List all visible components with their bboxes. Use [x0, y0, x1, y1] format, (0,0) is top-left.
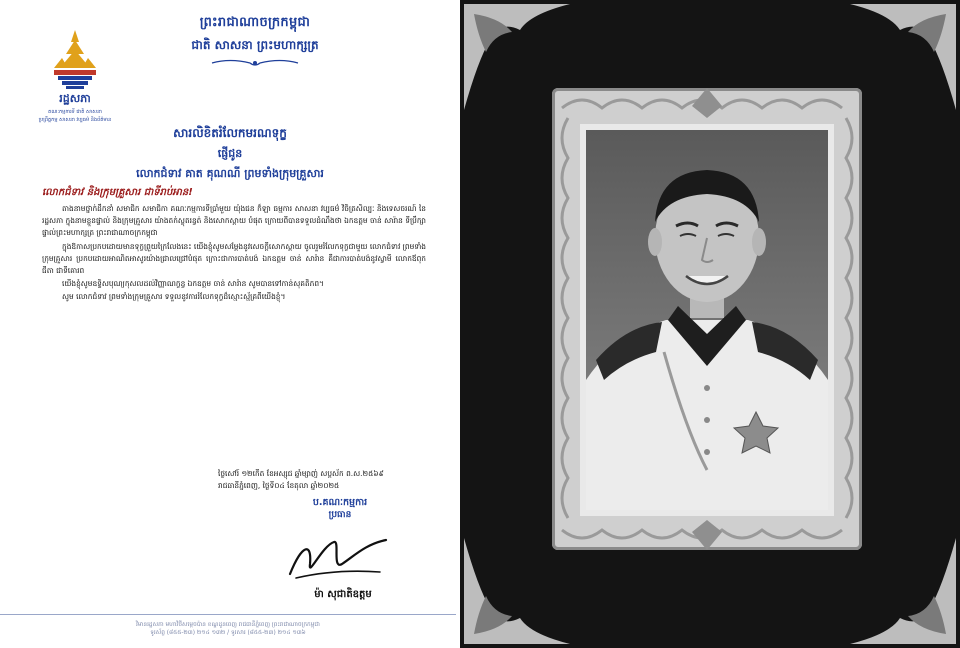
- footer-contact: ទូរស័ព្ទ (៨៥៥-២៣) ២១៤ ១៣២ / ទូរសារ (៨៥៥-២៣) ២១៤ ១៣៦: [150, 630, 306, 636]
- signatory-organization: ប.គណៈកម្មការ: [312, 497, 368, 508]
- letter-title-line: សារលិខិតរំលែកមរណទុក្ខ: [173, 126, 287, 140]
- footer-address: វិមានរដ្ឋសភា មហាវិថីសម្តេចប៉ាន ខណ្ឌដូនពេញ រាជធានីភ្នំពេញ ព្រះរាជាណាចក្រកម្ពុជា: [136, 622, 320, 628]
- kingdom-name: ព្រះរាជាណាចក្រកម្ពុជា: [199, 15, 311, 30]
- letter-title: [40, 125, 420, 183]
- letter-recipient: លោកជំទាវ គាត គុណណី ព្រមទាំងក្រុមគ្រួសារ: [136, 167, 324, 180]
- assembly-emblem-icon: [46, 28, 104, 90]
- salutation: លោកជំទាវ និងក្រុមគ្រួសារ ជាទីរាប់អាន!: [42, 187, 193, 198]
- place-date: រាជធានីភ្នំពេញ, ថ្ងៃទី០៤ ខែតុលា ឆ្នាំ២០២៥: [218, 481, 340, 490]
- paragraph: ក្នុងឱកាសប្រកបដោយមានទុក្ខព្រួយក្រៃលែងនេះ យើងខ្ញុំសូមសម្តែងនូវសេចក្តីសោកស្តាយ ចូលរួមរំលែកទុក្ខជាមួយ លោកជំទាវ ព្រមទាំងក្រុមគ្រួសារ ប្រកបដោយអាណិតអាសូរយ៉ាងជ្រាលជ្រៅបំផុត ក្រោះជាការបាត់បង់ ឯកឧត្តម ចាន់ សារ៉ាន គឺជាការបាត់បង់នូវស្វាមី លោកឪពុក ជីតា ជាទីគោរព: [42, 241, 426, 276]
- paragraph: សូម លោកជំទាវ ព្រមទាំងក្រុមគ្រួសារ ទទួលនូវការរំលែកទុក្ខដ៏ស្មោះស្ម័គ្រពីយើងខ្ញុំ។: [62, 292, 286, 302]
- signatory-name: ម៉ា សុជាតិឧត្តម: [314, 589, 372, 600]
- memorial-portrait-panel: [460, 0, 960, 648]
- signatory-title: ប្រធាន: [328, 510, 352, 520]
- date-block: [218, 468, 428, 492]
- header-ornament-icon: [210, 58, 300, 68]
- logo-name: រដ្ឋសភា: [59, 92, 91, 105]
- logo-subtitle-2: ប្រព្រឹត្តកម្ម សាសនា វប្បធម៌ និងព័ត៌មាន: [38, 117, 112, 123]
- paragraph: តាងនាមថ្នាក់ដឹកនាំ សមាជិក សមាជិកា គណៈកម្មការទីប្រាំមួយ យ៉ុងជន ក៏ឡា ធម្មការ សាសនា វប្បធម៌ វិចិត្រសិល្បៈ និងទេសចរណ៍ នៃរដ្ឋសភា ក្នុងនាមខ្លួនផ្ទាល់ និងក្រុមគ្រួសារ យ៉ាងតក់ស្លុតរន្ធត់ និងសោកស្តាយ បំផុត ក្រោយពីបានទទួលដំណឹងថា ឯកឧត្តម ចាន់ សារ៉ាន ទីប្រឹក្សាផ្ទាល់ព្រះមហាក្សត្រ ព្រះរាជាណាចក្រកម្ពុជា: [42, 204, 426, 238]
- portrait-image: [586, 130, 828, 510]
- paragraph: យើងខ្ញុំសូមឧទ្ទិសបុណ្យកុសលដល់វិញ្ញាណក្ខន្ធ ឯកឧត្តម ចាន់ សារ៉ាន សូមបានទៅកាន់សុគតិភព។: [62, 279, 324, 289]
- handwritten-signature: [282, 534, 392, 584]
- letter-body: [42, 203, 426, 305]
- letter-footer: [0, 614, 456, 637]
- kingdom-header: [150, 14, 360, 68]
- logo-subtitle-1: គណៈកម្មការទី ជាតិ សាសនា: [48, 109, 102, 115]
- lunar-date: ថ្ងៃសៅរ៍ ១២កើត ខែអស្សុជ ឆ្នាំម្សាញ់ សប្តស័ក ព.ស.២៥៦៩: [218, 469, 384, 478]
- portrait-photo: [586, 130, 828, 510]
- condolence-letter: [0, 0, 456, 648]
- letter-addressed-to: ផ្ញើជូន: [217, 147, 243, 160]
- national-assembly-logo: [8, 28, 142, 124]
- national-motto: ជាតិ សាសនា ព្រះមហាក្សត្រ: [191, 38, 319, 52]
